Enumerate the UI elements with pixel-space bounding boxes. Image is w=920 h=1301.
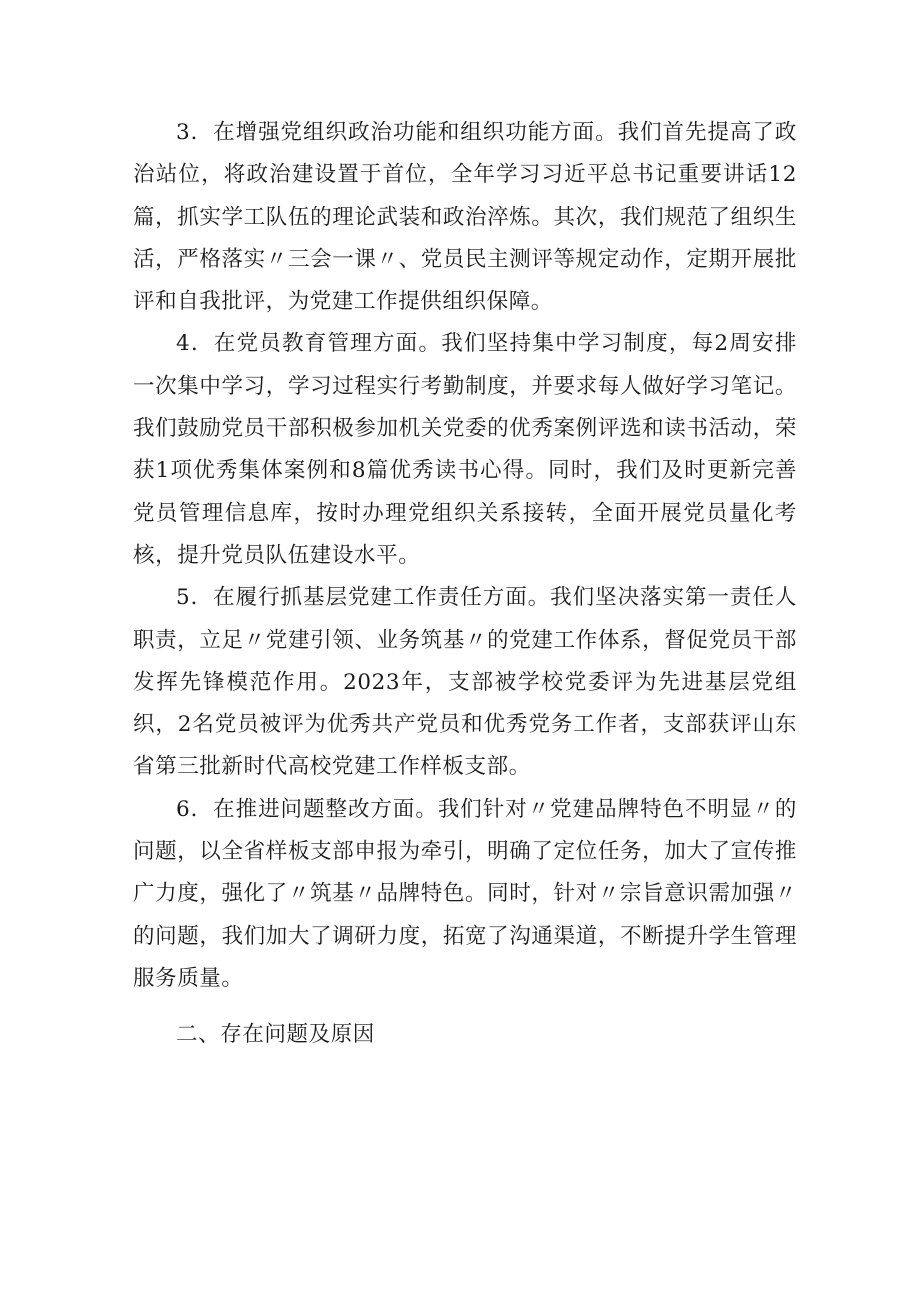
- paragraph-6: 6．在推进问题整改方面。我们针对〃党建品牌特色不明显〃的问题，以全省样板支部申报为牵引，明确了定位任务，加大了宣传推广力度，强化了〃筑基〃品牌特色。同时，针对〃宗旨意识需加强〃的问题，我们加大了调研力度，拓宽了沟通渠道，不断提升学生管理服务质量。: [133, 796, 797, 991]
- section-heading: 二、存在问题及原因: [176, 1022, 375, 1048]
- paragraph-4: 4．在党员教育管理方面。我们坚持集中学习制度，每2周安排一次集中学习，学习过程实行考勤制度，并要求每人做好学习笔记。我们鼓励党员干部积极参加机关党委的优秀案例评选和读书活动，荣获1项优秀集体案例和8篇优秀读书心得。同时，我们及时更新完善党员管理信息库，按时办理党组织关系接转，全面开展党员量化考核，提升党员队伍建设水平。: [133, 331, 797, 568]
- paragraph-5: 5．在履行抓基层党建工作责任方面。我们坚决落实第一责任人职责，立足〃党建引领、业务筑基〃的党建工作体系，督促党员干部发挥先锋模范作用。2023年，支部被学校党委评为先进基层党组织，2名党员被评为优秀共产党员和优秀党务工作者，支部获评山东省第三批新时代高校党建工作样板支部。: [133, 585, 797, 780]
- paragraph-3: 3．在增强党组织政治功能和组织功能方面。我们首先提高了政治站位，将政治建设置于首位，全年学习习近平总书记重要讲话12篇，抓实学工队伍的理论武装和政治淬炼。其次，我们规范了组织生活，严格落实〃三会一课〃、党员民主测评等规定动作，定期开展批评和自我批评，为党建工作提供组织保障。: [133, 120, 797, 315]
- document-body: [133, 112, 797, 1057]
